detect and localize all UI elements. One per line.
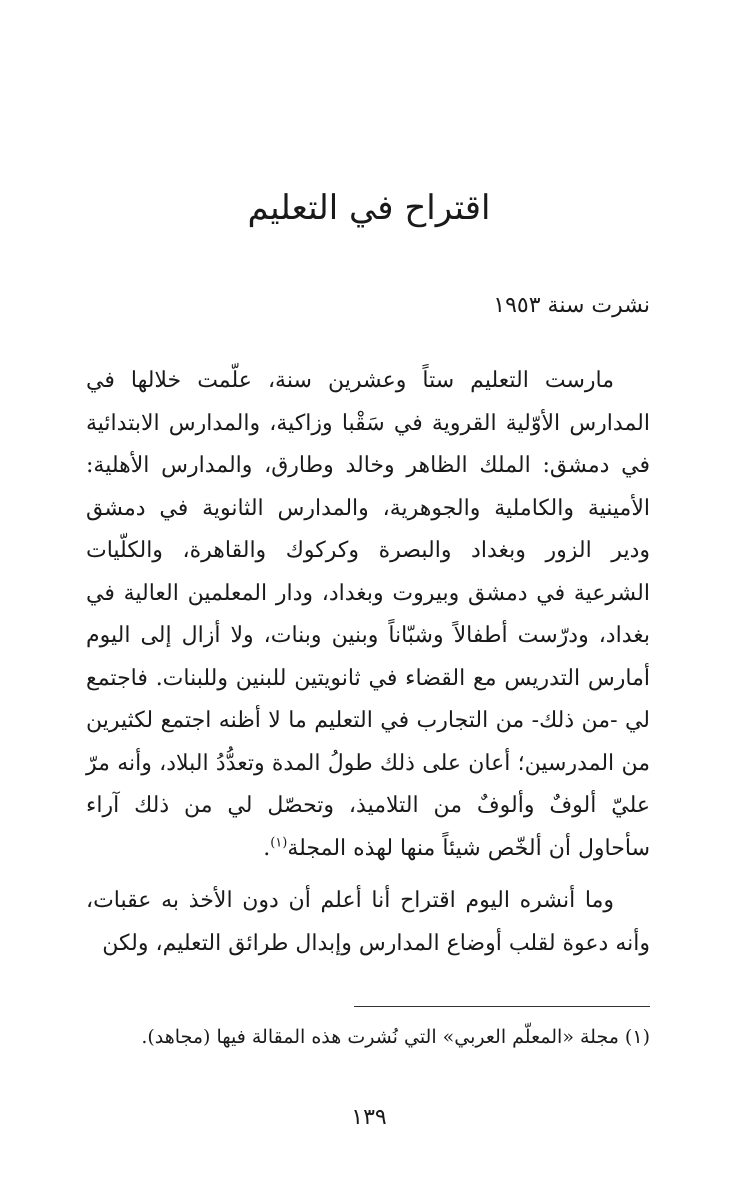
- paragraph-1-text: مارست التعليم ستاً وعشرين سنة، علّمت خلالها في المدارس الأوّلية القروية في سَقْبا وزاكية، والمدارس الابتدائية في دمشق: الملك الظاهر وخالد وطارق، والمدارس الأهلية: الأمينية والكاملية والجوهرية، والمدارس الثانوية في دمشق ودير الزور وبغداد والبصرة وكركوك والقاهرة، والكلّيات الشرعية في دمشق وبيروت وبغداد، ودار المعلمين العالية في بغداد، ودرّست أطفالاً وشبّاناً وبنين وبنات، ولا أزال إلى اليوم أمارس التدريس مع القضاء في ثانويتين للبنين وللبنات. فاجتمع لي -من ذلك- من التجارب في التعليم ما لا أظنه اجتمع لكثيرين من المدرسين؛ أعان على ذلك طولُ المدة وتعدُّدُ البلاد، وأنه مرّ عليّ ألوفٌ وألوفٌ من التلاميذ، وتحصّل لي من ذلك آراء سأحاول أن ألخّص شيئاً منها لهذه المجلة: [86, 368, 650, 861]
- footnote-divider: [354, 1006, 650, 1007]
- page-number: ١٣٩: [351, 1105, 387, 1130]
- article-body: [86, 360, 650, 965]
- paragraph-2-text: وما أنشره اليوم اقتراح أنا أعلم أن دون الأخذ به عقبات، وأنه دعوة لقلب أوضاع المدارس وإبدال طرائق التعليم، ولكن: [86, 888, 650, 956]
- paragraph-1-end: .: [263, 835, 271, 861]
- paragraph-1: [86, 360, 650, 870]
- chapter-title: اقتراح في التعليم: [247, 188, 491, 228]
- footnote-reference: (١): [270, 835, 288, 851]
- footnote: (١) مجلة «المعلّم العربي» التي نُشرت هذه المقالة فيها (مجاهد).: [141, 1026, 650, 1048]
- paragraph-2: [86, 880, 650, 965]
- publication-note: نشرت سنة ١٩٥٣: [493, 293, 650, 318]
